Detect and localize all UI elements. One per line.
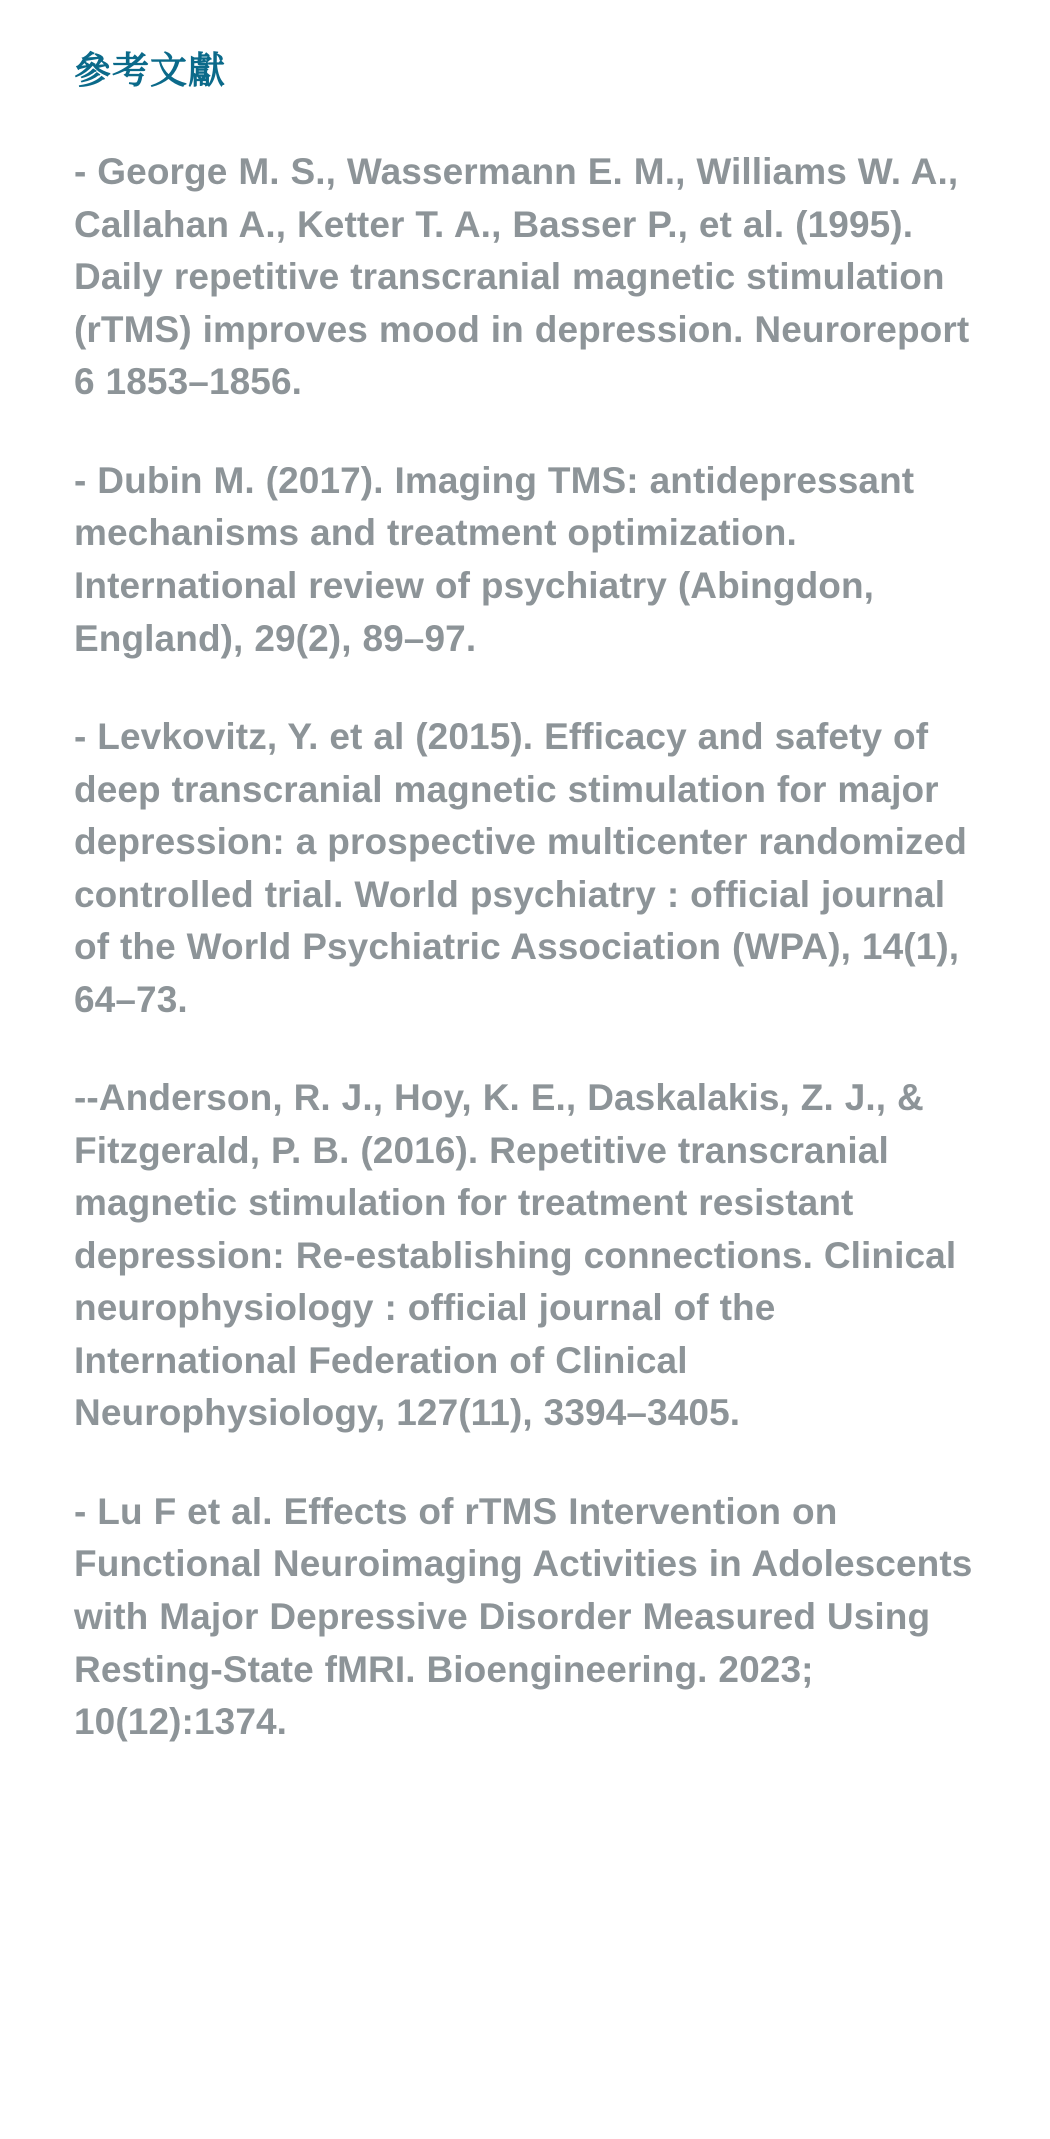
reference-list: [74, 146, 986, 1748]
list-item: - Dubin M. (2017). Imaging TMS: antidepressant mechanisms and treatment optimization. International review of psychiatry (Abingdon, England), 29(2), 89–97.: [74, 459, 915, 659]
list-item: --Anderson, R. J., Hoy, K. E., Daskalakis, Z. J., & Fitzgerald, P. B. (2016). Repetitive transcranial magnetic stimulation for treatment resistant depression: Re-establishing connections. Clinical neurophysiology : official journal of the International Federation of Clinical Neurophysiology, 127(11), 3394–3405.: [74, 1077, 957, 1434]
page-title: 參考文獻: [74, 50, 226, 91]
list-item: - Lu F et al. Effects of rTMS Intervention on Functional Neuroimaging Activities in Adolescents with Major Depressive Disorder Measured Using Resting-State fMRI. Bioengineering. 2023; 10(12):1374.: [74, 1490, 973, 1743]
list-item: - George M. S., Wassermann E. M., Williams W. A., Callahan A., Ketter T. A., Basser P., et al. (1995). Daily repetitive transcranial magnetic stimulation (rTMS) improves mood in depression. Neuroreport 6 1853–1856.: [74, 151, 970, 403]
list-item: - Levkovitz, Y. et al (2015). Efficacy and safety of deep transcranial magnetic stimulation for major depression: a prospective multicenter randomized controlled trial. World psychiatry : official journal of the World Psychiatric Association (WPA), 14(1), 64–73.: [74, 716, 967, 1020]
